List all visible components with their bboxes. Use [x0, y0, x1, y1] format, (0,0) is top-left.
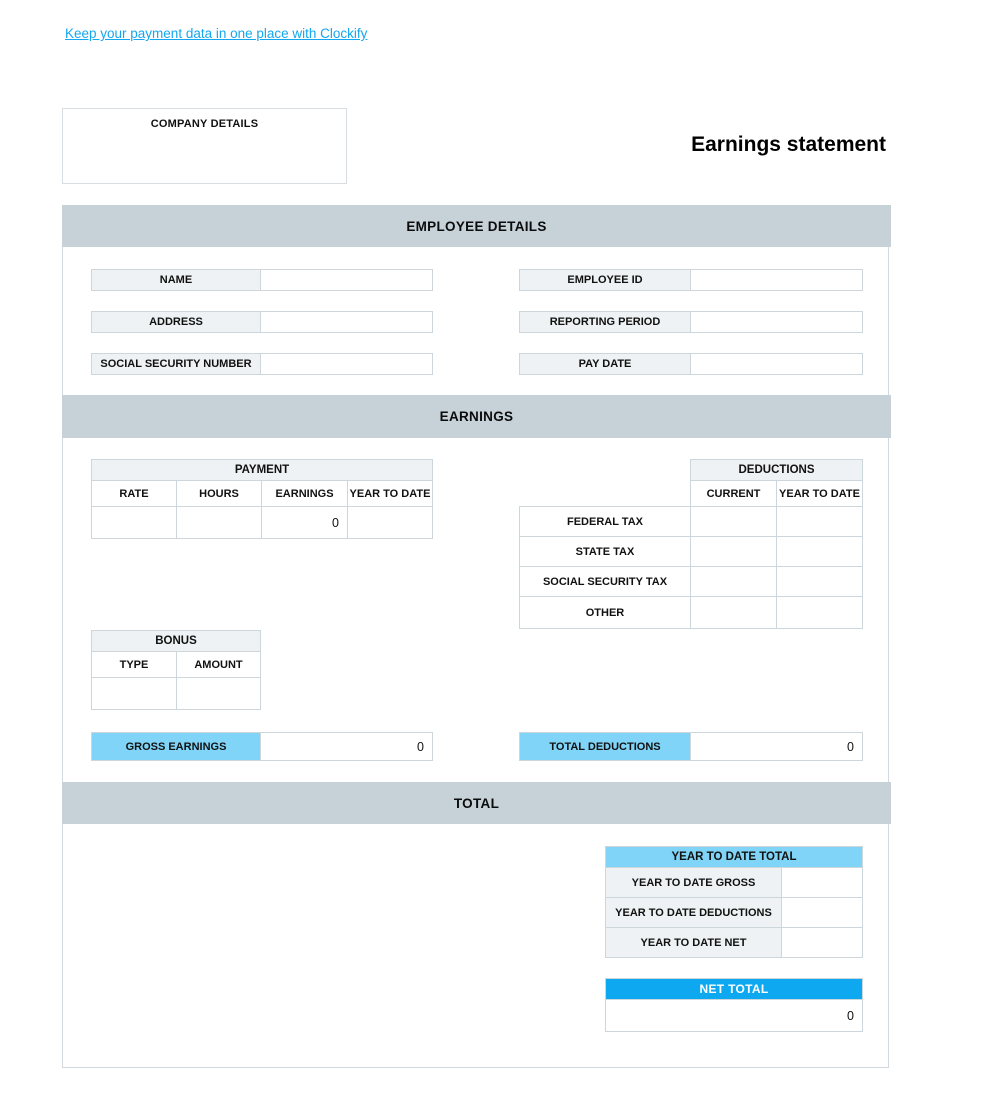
- ytd-net-label: YEAR TO DATE NET: [605, 927, 782, 958]
- other-deduction-current-cell[interactable]: [690, 596, 777, 629]
- payment-hours-cell[interactable]: [176, 506, 262, 539]
- federal-tax-label: FEDERAL TAX: [519, 506, 691, 537]
- payment-ytd-cell[interactable]: [347, 506, 433, 539]
- pay-date-field[interactable]: [690, 353, 863, 375]
- net-total-title: NET TOTAL: [605, 978, 863, 1000]
- social-security-tax-current-cell[interactable]: [690, 566, 777, 597]
- section-header-earnings: EARNINGS: [62, 395, 891, 438]
- clockify-promo-link[interactable]: Keep your payment data in one place with Clockify: [65, 26, 368, 41]
- section-header-total: TOTAL: [62, 782, 891, 824]
- ytd-deductions-value[interactable]: [781, 897, 863, 928]
- bonus-table-title: BONUS: [91, 630, 261, 652]
- ytd-gross-label: YEAR TO DATE GROSS: [605, 867, 782, 898]
- bonus-amount-cell[interactable]: [176, 677, 261, 710]
- payment-col-hours: HOURS: [176, 480, 262, 507]
- payment-table-title: PAYMENT: [91, 459, 433, 481]
- deductions-table-title: DEDUCTIONS: [690, 459, 863, 481]
- ytd-net-value[interactable]: [781, 927, 863, 958]
- social-security-tax-label: SOCIAL SECURITY TAX: [519, 566, 691, 597]
- ytd-gross-value[interactable]: [781, 867, 863, 898]
- name-field[interactable]: [260, 269, 433, 291]
- reporting-period-label: REPORTING PERIOD: [519, 311, 691, 333]
- company-details-box[interactable]: [62, 108, 347, 184]
- earnings-statement-body: [62, 205, 889, 1068]
- other-deduction-ytd-cell[interactable]: [776, 596, 863, 629]
- other-deduction-label: OTHER: [519, 596, 691, 629]
- federal-tax-ytd-cell[interactable]: [776, 506, 863, 537]
- deductions-col-current: CURRENT: [690, 480, 777, 507]
- total-deductions-label: TOTAL DEDUCTIONS: [519, 732, 691, 761]
- gross-earnings-value[interactable]: 0: [260, 732, 433, 761]
- payment-col-rate: RATE: [91, 480, 177, 507]
- state-tax-current-cell[interactable]: [690, 536, 777, 567]
- total-deductions-value[interactable]: 0: [690, 732, 863, 761]
- federal-tax-current-cell[interactable]: [690, 506, 777, 537]
- ytd-total-title: YEAR TO DATE TOTAL: [605, 846, 863, 868]
- pay-date-label: PAY DATE: [519, 353, 691, 375]
- deductions-col-ytd: YEAR TO DATE: [776, 480, 863, 507]
- company-details-label: COMPANY DETAILS: [150, 118, 259, 130]
- state-tax-label: STATE TAX: [519, 536, 691, 567]
- ssn-label: SOCIAL SECURITY NUMBER: [91, 353, 261, 375]
- net-total-value[interactable]: 0: [605, 999, 863, 1032]
- state-tax-ytd-cell[interactable]: [776, 536, 863, 567]
- ytd-deductions-label: YEAR TO DATE DEDUCTIONS: [605, 897, 782, 928]
- page-title: Earnings statement: [691, 133, 886, 156]
- employee-id-field[interactable]: [690, 269, 863, 291]
- social-security-tax-ytd-cell[interactable]: [776, 566, 863, 597]
- bonus-type-cell[interactable]: [91, 677, 177, 710]
- bonus-col-type: TYPE: [91, 651, 177, 678]
- payment-rate-cell[interactable]: [91, 506, 177, 539]
- ssn-field[interactable]: [260, 353, 433, 375]
- payment-col-ytd: YEAR TO DATE: [347, 480, 433, 507]
- employee-id-label: EMPLOYEE ID: [519, 269, 691, 291]
- address-field[interactable]: [260, 311, 433, 333]
- gross-earnings-label: GROSS EARNINGS: [91, 732, 261, 761]
- section-header-employee-details: EMPLOYEE DETAILS: [62, 205, 891, 247]
- name-label: NAME: [91, 269, 261, 291]
- payment-earnings-cell[interactable]: 0: [261, 506, 348, 539]
- reporting-period-field[interactable]: [690, 311, 863, 333]
- address-label: ADDRESS: [91, 311, 261, 333]
- payment-col-earnings: EARNINGS: [261, 480, 348, 507]
- bonus-col-amount: AMOUNT: [176, 651, 261, 678]
